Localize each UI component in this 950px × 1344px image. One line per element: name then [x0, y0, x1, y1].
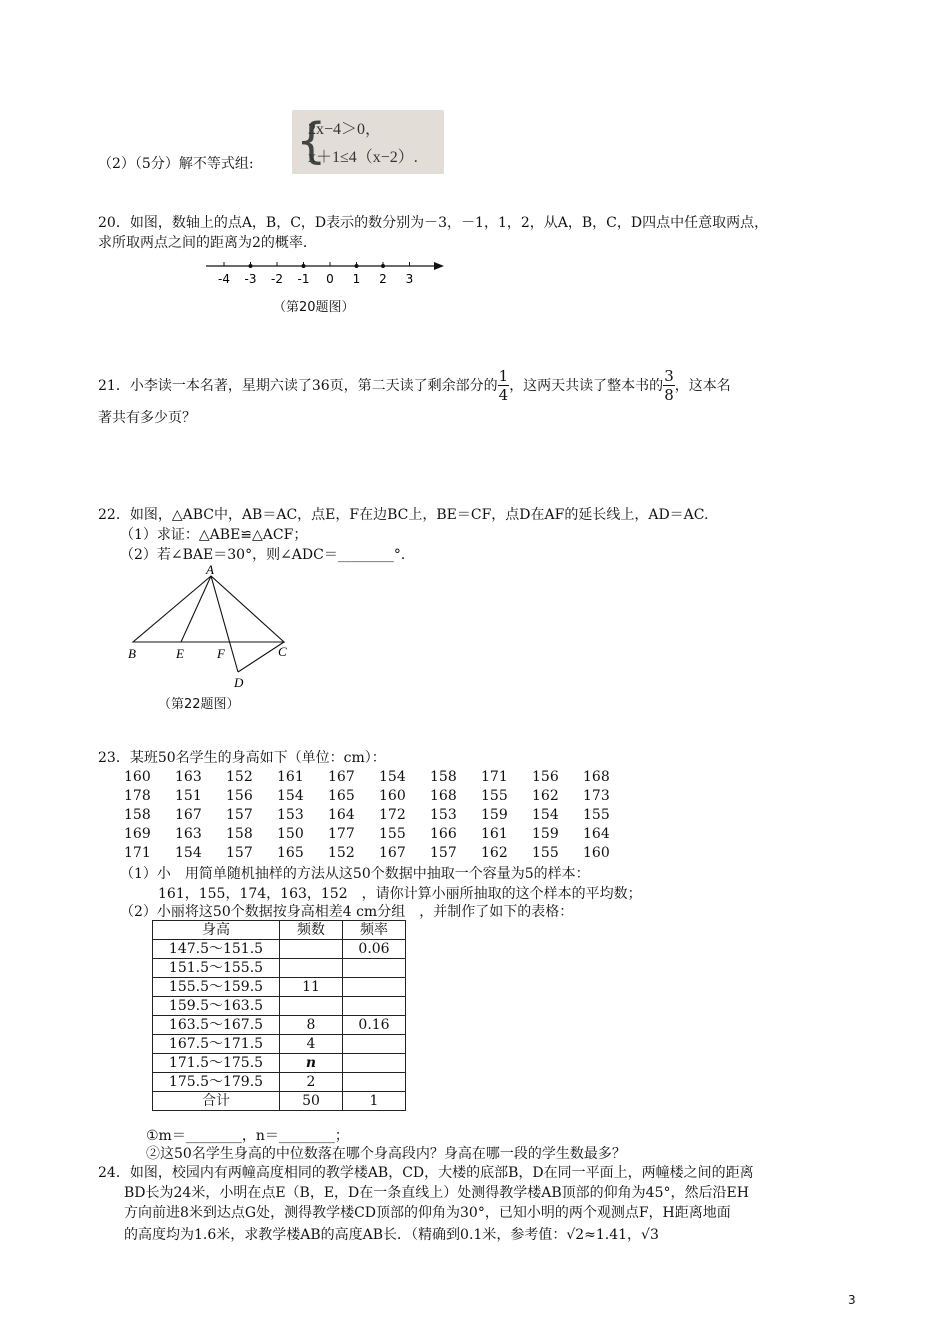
height-value: 153: [430, 807, 457, 823]
height-value: 158: [430, 769, 457, 785]
height-row: [124, 844, 634, 863]
height-value: 165: [328, 788, 355, 804]
height-value: 156: [226, 788, 253, 804]
table-row: [153, 1016, 406, 1035]
table-header-cell: 身高: [153, 921, 280, 940]
table-row: [153, 940, 406, 959]
table-cell: 163.5～167.5: [153, 1016, 280, 1035]
height-value: 154: [379, 769, 406, 785]
frac2-denominator: 8: [664, 386, 674, 404]
height-value: 155: [379, 826, 406, 842]
label-f: F: [217, 646, 225, 661]
label-e: E: [176, 646, 184, 661]
table-cell: 171.5～175.5: [153, 1054, 280, 1073]
label-c: C: [278, 644, 287, 659]
height-value: 164: [583, 826, 610, 842]
height-row: [124, 787, 634, 806]
table-cell: 4: [280, 1035, 343, 1054]
height-value: 161: [481, 826, 508, 842]
table-cell: 1: [343, 1092, 406, 1111]
q21-text-c: ，这本名: [674, 377, 731, 394]
fraction-three-eighths: [663, 367, 675, 404]
table-row: [153, 1035, 406, 1054]
table-cell: [343, 1054, 406, 1073]
table-cell: 50: [280, 1092, 343, 1111]
frequency-table: [152, 920, 406, 1111]
table-row: [153, 1073, 406, 1092]
table-cell: 0.06: [343, 940, 406, 959]
table-cell: [343, 1073, 406, 1092]
number-line-tick-label: -2: [271, 272, 283, 286]
table-cell: [343, 997, 406, 1016]
number-line-point: [355, 264, 359, 268]
table-header-row: [153, 921, 406, 940]
height-value: 152: [328, 845, 355, 861]
table-cell: [280, 940, 343, 959]
label-b: B: [128, 646, 136, 661]
height-row: [124, 825, 634, 844]
table-cell: 0.16: [343, 1016, 406, 1035]
height-value: 166: [430, 826, 457, 842]
q23-q1: ①m＝________，n＝________；: [146, 1128, 349, 1144]
q21-line1: [98, 367, 731, 404]
q22-sub2: （2）若∠BAE＝30°，则∠ADC＝________°．: [120, 547, 415, 563]
height-value: 151: [175, 788, 202, 804]
q24-line3: 方向前进8米到达点G处，测得教学楼CD顶部的仰角为30°，已知小明的两个观测点F，H距离地面: [124, 1205, 731, 1221]
height-value: 168: [583, 769, 610, 785]
page-number: 3: [848, 1293, 856, 1307]
height-value: 168: [430, 788, 457, 804]
height-row: [124, 806, 634, 825]
table-cell: [280, 997, 343, 1016]
q22-line1: 22．如图，△ABC中，AB＝AC，点E，F在边BC上，BE＝CF，点D在AF的延长线上，AD＝AC.: [98, 507, 709, 523]
height-value: 155: [481, 788, 508, 804]
height-value: 161: [277, 769, 304, 785]
q24-line1: 24．如图，校园内有两幢高度相同的教学楼AB，CD，大楼的底部B，D在同一平面上，两幢楼之间的距离: [98, 1165, 754, 1181]
table-cell: [343, 1035, 406, 1054]
table-cell: 147.5～151.5: [153, 940, 280, 959]
height-value: 163: [175, 826, 202, 842]
number-line: [196, 254, 456, 288]
height-value: 155: [532, 845, 559, 861]
table-cell: 2: [280, 1073, 343, 1092]
table-cell: 8: [280, 1016, 343, 1035]
brace-icon: {: [296, 113, 327, 169]
height-row: [124, 768, 634, 787]
table-header-cell: 频数: [280, 921, 343, 940]
height-value: 157: [226, 807, 253, 823]
number-line-tick-label: 0: [326, 272, 334, 286]
table-cell: n: [280, 1054, 343, 1073]
height-value: 154: [532, 807, 559, 823]
q21-text-b: ，这两天共读了整本书的: [509, 377, 664, 394]
height-value: 160: [379, 788, 406, 804]
q23-q2: ②这50名学生身高的中位数落在哪个身高段内？身高在哪一段的学生数最多？: [146, 1146, 626, 1162]
height-value: 178: [124, 788, 151, 804]
table-row: [153, 1054, 406, 1073]
q23-sub2: （2）小丽将这50个数据按身高相差4 cm分组 ，并制作了如下的表格：: [120, 904, 574, 920]
q20-line2: 求所取两点之间的距离为2的概率．: [98, 235, 317, 251]
q20-caption: （第20题图）: [273, 300, 355, 315]
height-value: 163: [175, 769, 202, 785]
triangle-figure: [120, 560, 300, 692]
height-value: 158: [124, 807, 151, 823]
height-value: 152: [226, 769, 253, 785]
q21-text-a: 21．小李读一本名著，星期六读了36页，第二天读了剩余部分的: [98, 377, 498, 394]
height-value: 157: [226, 845, 253, 861]
height-value: 172: [379, 807, 406, 823]
table-cell: [343, 978, 406, 997]
height-value: 160: [583, 845, 610, 861]
number-line-tick-label: 1: [352, 272, 361, 286]
number-line-point: [302, 264, 306, 268]
table-cell: 11: [280, 978, 343, 997]
table-row: [153, 1092, 406, 1111]
table-row: [153, 997, 406, 1016]
number-line-arrow-icon: [434, 262, 444, 270]
height-value: 173: [583, 788, 610, 804]
q20-line1: 20．如图，数轴上的点A，B，C，D表示的数分别为－3，－1，1，2，从A，B，C，D四点中任意取两点，: [98, 215, 769, 231]
table-cell: 合计: [153, 1092, 280, 1111]
q23-intro: 23．某班50名学生的身高如下（单位：cm）：: [98, 750, 386, 766]
height-value: 169: [124, 826, 151, 842]
height-value: 156: [532, 769, 559, 785]
height-value: 162: [532, 788, 559, 804]
q22-caption: （第22题图）: [158, 697, 240, 712]
height-value: 171: [481, 769, 508, 785]
number-line-point: [381, 264, 385, 268]
height-value: 154: [277, 788, 304, 804]
number-line-point: [249, 264, 253, 268]
label-a: A: [206, 562, 214, 577]
height-value: 177: [328, 826, 355, 842]
table-cell: 167.5～171.5: [153, 1035, 280, 1054]
inequality-2: x＋1≤4（x−2）.: [308, 149, 418, 166]
number-line-tick-label: -3: [244, 272, 257, 286]
height-value: 157: [430, 845, 457, 861]
height-value: 167: [175, 807, 202, 823]
frac2-numerator: 3: [664, 367, 674, 385]
q23-sub1-a: （1）小 用简单随机抽样的方法从这50个数据中抽取一个容量为5的样本：: [120, 866, 590, 882]
height-value: 155: [583, 807, 610, 823]
table-cell: 175.5～179.5: [153, 1073, 280, 1092]
segment-ae: [181, 576, 211, 642]
table-header-cell: 频率: [343, 921, 406, 940]
q21-line2: 著共有多少页？: [98, 410, 196, 426]
q24-line2: BD长为24米，小明在点E（B，E，D在一条直线上）处测得教学楼AB顶部的仰角为45°，然后沿EH: [124, 1185, 749, 1201]
table-cell: 151.5～155.5: [153, 959, 280, 978]
q23-sub1-b: 161，155，174，163，152 ，请你计算小丽所抽取的这个样本的平均数；: [158, 886, 642, 902]
fraction-one-quarter: [498, 367, 510, 404]
table-cell: 159.5～163.5: [153, 997, 280, 1016]
frac1-numerator: 1: [498, 367, 509, 385]
number-line-tick-label: 3: [405, 272, 414, 286]
table-cell: 155.5～159.5: [153, 978, 280, 997]
table-cell: [280, 959, 343, 978]
height-value: 167: [328, 769, 355, 785]
height-value: 165: [277, 845, 304, 861]
height-value: 153: [277, 807, 304, 823]
height-value: 171: [124, 845, 151, 861]
height-value: 160: [124, 769, 151, 785]
inequality-1: 2x−4＞0，: [308, 121, 382, 138]
height-data-grid: [124, 768, 634, 863]
q22-sub1: （1）求证：△ABE≌△ACF；: [120, 527, 308, 543]
table-row: [153, 978, 406, 997]
frac1-denominator: 4: [498, 386, 509, 404]
height-value: 167: [379, 845, 406, 861]
inequality-system-image: [292, 110, 444, 174]
table-cell: [343, 959, 406, 978]
label-d: D: [234, 675, 244, 690]
height-value: 150: [277, 826, 304, 842]
table-row: [153, 959, 406, 978]
height-value: 154: [175, 845, 202, 861]
height-value: 158: [226, 826, 253, 842]
q19-part2-label: （2）（5分）解不等式组:: [98, 156, 254, 172]
number-line-tick-label: -1: [297, 272, 310, 286]
q24-line4: 的高度均为1.6米，求教学楼AB的高度AB长．（精确到0.1米，参考值：√2≈1.41，√3: [124, 1227, 659, 1243]
height-value: 159: [532, 826, 559, 842]
height-value: 164: [328, 807, 355, 823]
number-line-tick-label: 2: [379, 272, 387, 286]
number-line-tick-label: -4: [218, 272, 230, 286]
triangle-abc: [133, 576, 284, 642]
height-value: 162: [481, 845, 508, 861]
height-value: 159: [481, 807, 508, 823]
